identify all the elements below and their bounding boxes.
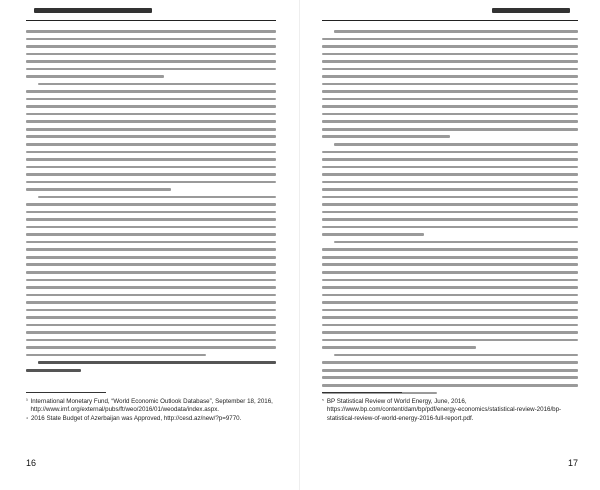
text-line (322, 248, 578, 251)
text-line (26, 233, 276, 236)
text-line (322, 309, 578, 312)
text-line (26, 166, 276, 169)
text-line (26, 53, 276, 56)
text-line (334, 30, 578, 33)
running-header-left (26, 12, 276, 21)
text-line (322, 256, 578, 259)
text-line (26, 294, 276, 297)
text-line (26, 128, 276, 131)
footnote-rule (26, 392, 106, 393)
text-line (322, 105, 578, 108)
right-footnotes (322, 398, 578, 424)
text-line (322, 294, 578, 297)
text-line (322, 68, 578, 71)
text-line (322, 196, 578, 199)
text-line (322, 233, 424, 236)
text-line (322, 211, 578, 214)
text-line (322, 346, 476, 349)
text-line (322, 45, 578, 48)
text-line (322, 38, 578, 41)
text-line (26, 369, 81, 372)
text-line (322, 188, 578, 191)
text-line (26, 98, 276, 101)
footnote-rule (322, 392, 402, 393)
text-line (26, 339, 276, 342)
text-line (322, 173, 578, 176)
text-line (26, 279, 276, 282)
text-line (26, 301, 276, 304)
text-line (26, 135, 276, 138)
text-line (322, 113, 578, 116)
text-line (322, 369, 578, 372)
text-line (322, 301, 578, 304)
text-line (322, 384, 578, 387)
running-header-right-text (492, 8, 570, 13)
text-line (322, 271, 578, 274)
text-line (26, 271, 276, 274)
text-line (322, 98, 578, 101)
footnote-text: BP Statistical Review of World Energy, June, 2016, https://www.bp.com/content/dam/bp/pdf/energy-economics/statistical-review-2016/bp-statistical-review-of-world-energy-2016-full-report.pdf. (326, 398, 562, 422)
text-line (322, 279, 578, 282)
text-line (322, 135, 450, 138)
text-line (322, 181, 578, 184)
text-line (334, 354, 578, 357)
running-header-left-text (34, 8, 152, 13)
text-line (26, 331, 276, 334)
text-line (322, 75, 578, 78)
text-line (322, 331, 578, 334)
text-line (322, 324, 578, 327)
text-line (26, 346, 276, 349)
text-line (26, 218, 276, 221)
text-line (322, 166, 578, 169)
text-line (26, 211, 276, 214)
text-line (322, 339, 578, 342)
text-line (322, 376, 578, 379)
footnote-5 (322, 398, 578, 423)
text-line (322, 218, 578, 221)
text-line (334, 143, 578, 146)
text-line (26, 158, 276, 161)
text-line (26, 226, 276, 229)
text-line (26, 75, 164, 78)
text-line (26, 113, 276, 116)
text-line (322, 128, 578, 131)
text-line (26, 105, 276, 108)
text-line (26, 90, 276, 93)
text-line (322, 158, 578, 161)
text-line (26, 120, 276, 123)
text-line (322, 83, 578, 86)
text-line (322, 263, 578, 266)
footnote-3 (26, 398, 276, 415)
footnote-mark: ⁵ (322, 398, 324, 404)
text-line (26, 241, 276, 244)
text-line (334, 241, 578, 244)
text-line (26, 203, 276, 206)
text-line (38, 361, 276, 364)
text-line (322, 203, 578, 206)
footnote-mark: ⁴ (26, 415, 28, 421)
footnote-text: International Monetary Fund, “World Economic Outlook Database”, September 18, 2016, http://www.imf.org/external/pubs/ft/weo/2016/01/weodata/index.aspx. (30, 398, 273, 414)
page-number-right: 17 (567, 458, 578, 468)
text-line (26, 60, 276, 63)
text-line (322, 286, 578, 289)
text-line (26, 286, 276, 289)
text-line (322, 316, 578, 319)
text-line (26, 38, 276, 41)
text-line (322, 361, 578, 364)
text-line (322, 120, 578, 123)
running-header-right (322, 12, 578, 21)
text-line (26, 256, 276, 259)
text-line (26, 30, 276, 33)
text-line (26, 143, 276, 146)
text-line (322, 53, 578, 56)
text-line (26, 248, 276, 251)
left-page-body (26, 30, 276, 377)
text-line (26, 181, 276, 184)
page-number-left: 16 (26, 458, 37, 468)
text-line (322, 60, 578, 63)
text-line (38, 83, 276, 86)
text-line (26, 316, 276, 319)
right-page (300, 0, 600, 490)
right-page-body (322, 30, 578, 399)
text-line (26, 45, 276, 48)
text-line (38, 196, 276, 199)
text-line (26, 151, 276, 154)
text-line (322, 90, 578, 93)
text-line (322, 226, 578, 229)
text-line (26, 263, 276, 266)
text-line (26, 309, 276, 312)
text-line (26, 188, 171, 191)
text-line (26, 68, 276, 71)
left-footnotes (26, 398, 276, 424)
text-line (322, 151, 578, 154)
text-line (26, 354, 206, 357)
text-line (26, 173, 276, 176)
text-line (26, 324, 276, 327)
footnote-text: 2016 State Budget of Azerbaijan was Approved, http://cesd.az/new/?p=9770. (30, 415, 242, 423)
footnote-4 (26, 415, 276, 423)
footnote-mark: ³ (26, 398, 28, 404)
